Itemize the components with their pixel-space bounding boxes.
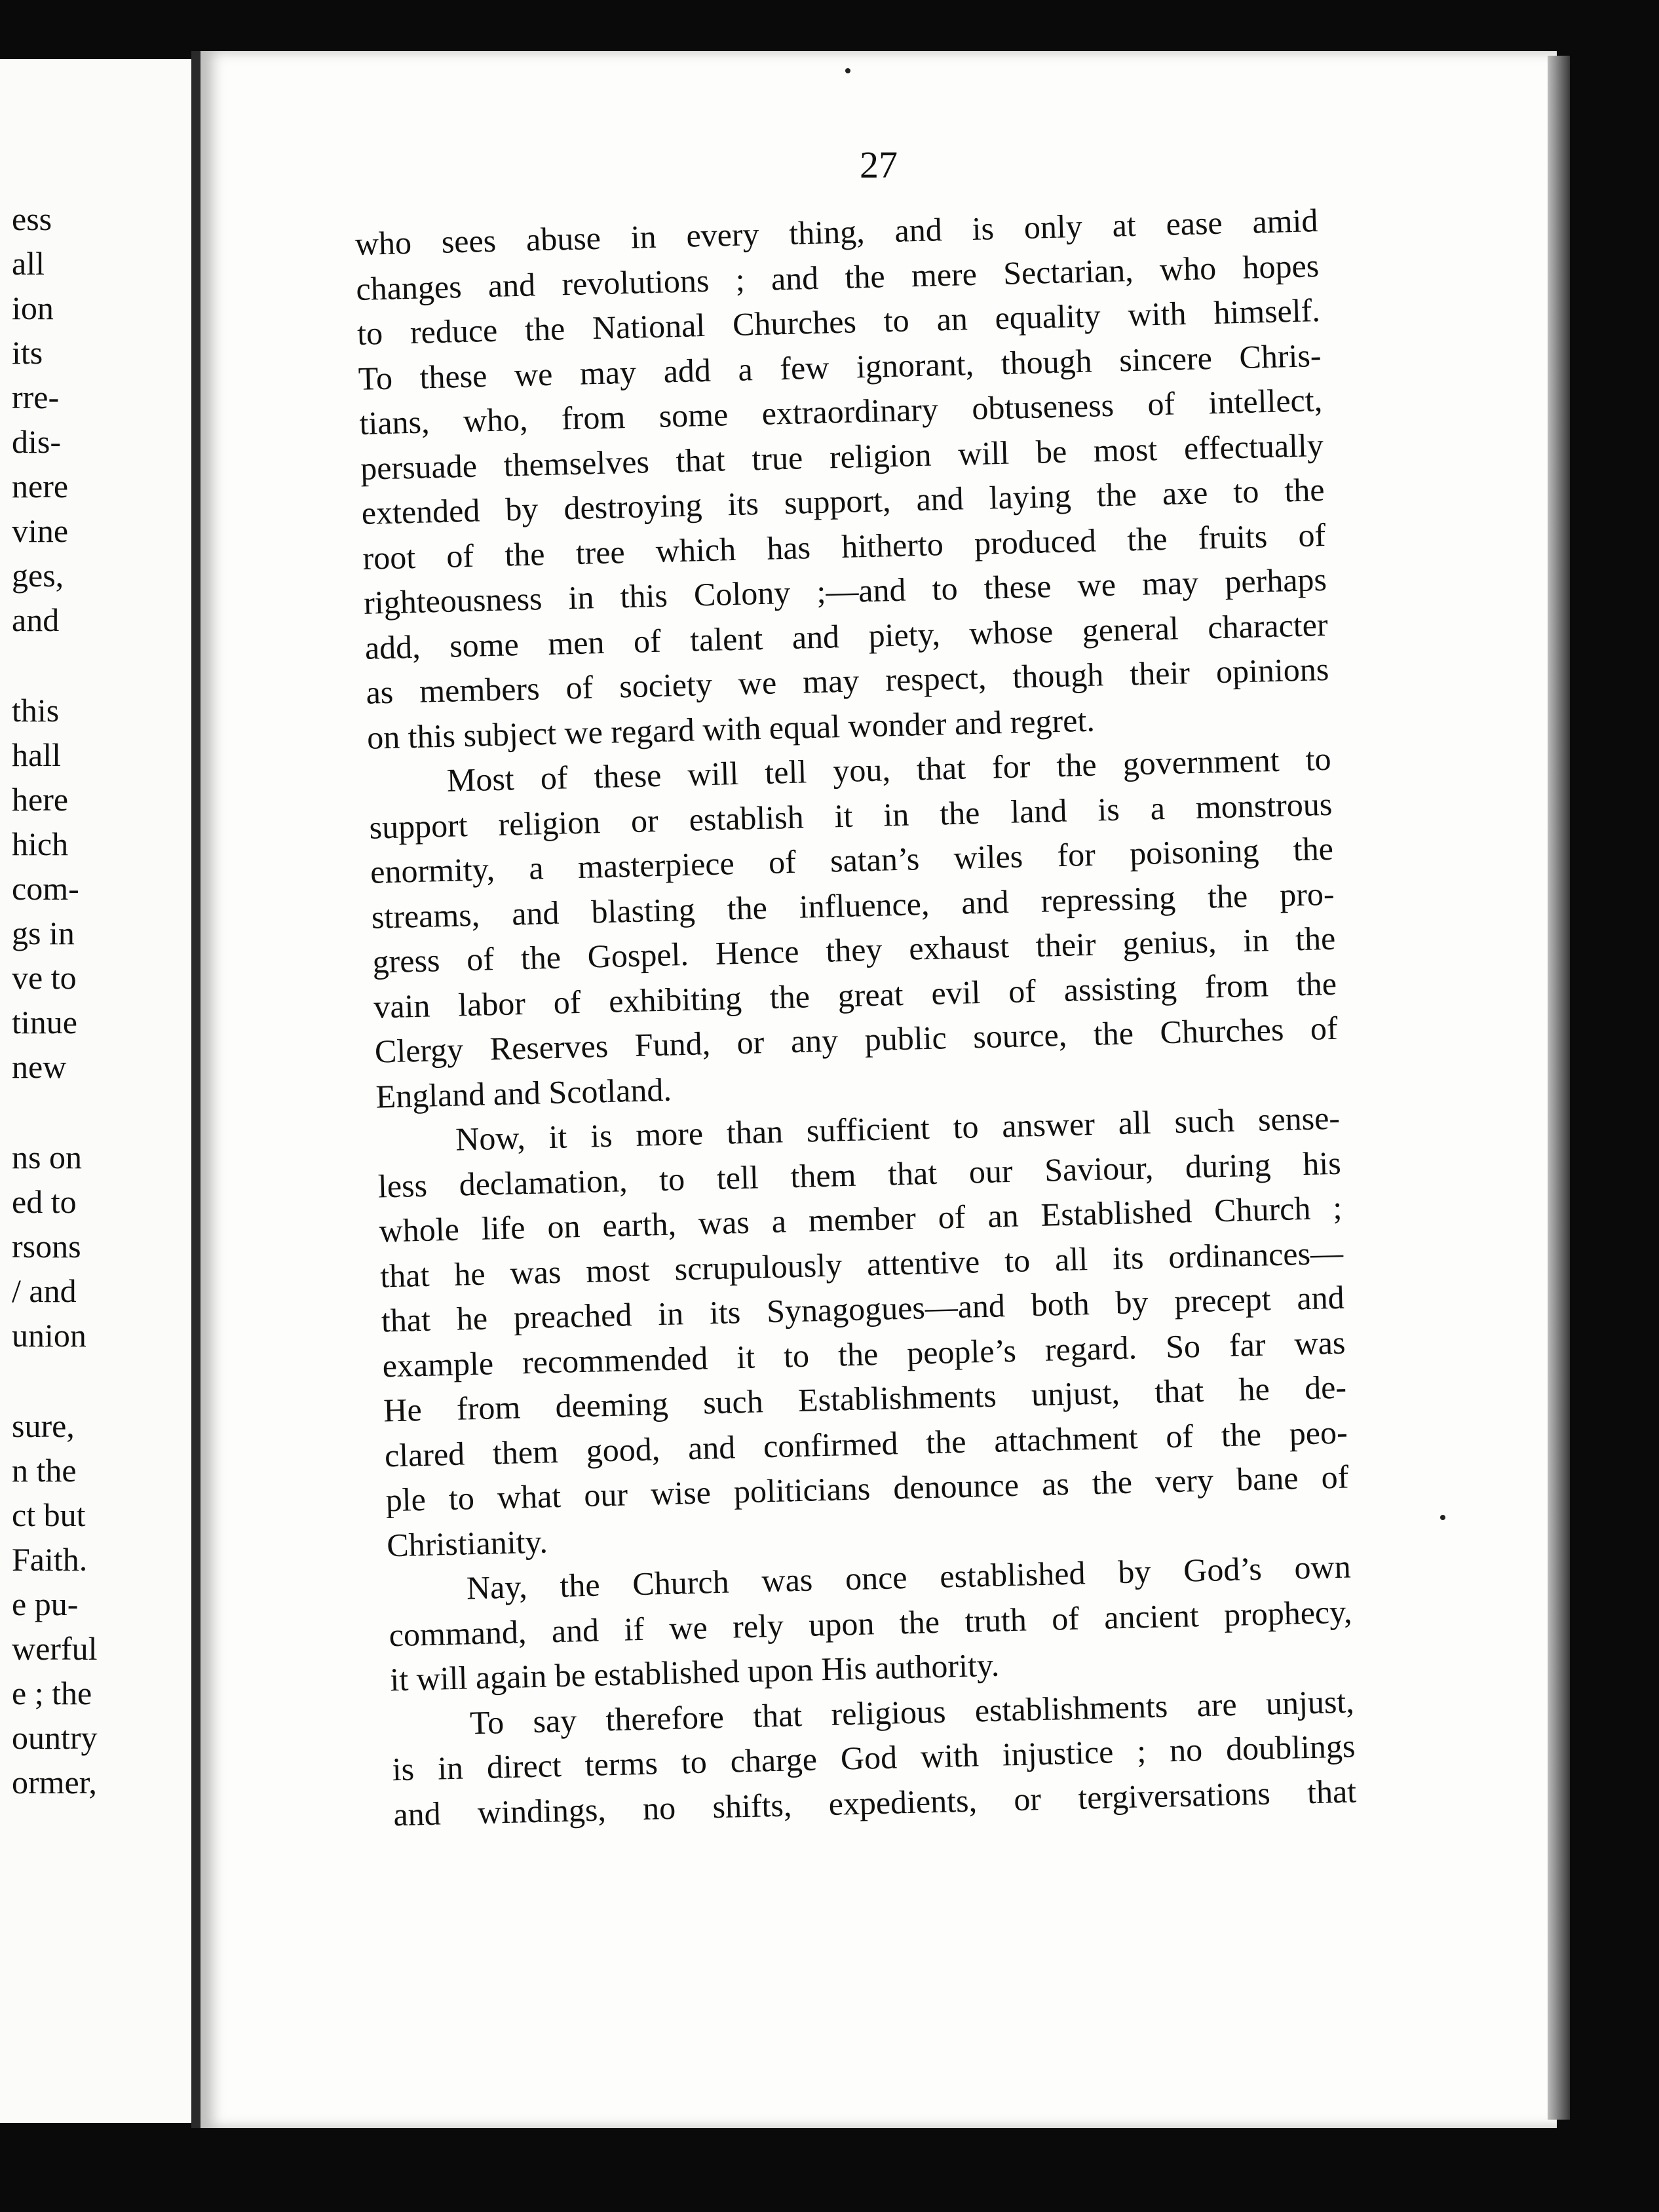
left-page-fragment: and [12,601,60,638]
left-page-fragment: ve to [12,959,77,996]
text-line: Now, it is more than sufficient to answer all such sense- [455,1099,1341,1158]
text-line: that he preached in its Synagogues—and both by precept and [381,1278,1345,1339]
left-page-fragment: rre- [12,379,60,415]
text-line: Clergy Reserves Fund, or any public source, the Churches of [374,1009,1339,1070]
text-line: changes and revolutions ; and the mere Sectarian, who hopes [355,246,1320,307]
left-page-fragment: ct but [12,1497,86,1533]
left-page-fragment: union [12,1317,86,1354]
left-page-fragment: ountry [12,1719,98,1756]
text-line: Nay, the Church was once established by God’s own [466,1548,1352,1607]
text-line: on this subject we regard with equal wonder and regret. [366,701,1096,756]
left-page-fragment: here [12,781,69,818]
body-text [354,198,1357,1837]
left-page-fragment: ns on [12,1139,82,1175]
left-page-fragment: nere [12,468,69,505]
text-line: tians, who, from some extraordinary obtuseness of intellect, [358,381,1323,442]
text-line: persuade themselves that true religion will be most effectually [360,426,1324,487]
text-line: and windings, no shifts, expedients, or tergiversations that [392,1772,1357,1833]
text-line: vain labor of exhibiting the great evil of assisting from the [373,964,1337,1025]
left-page-fragment: n the [12,1452,77,1489]
left-page-fragment: ges, [12,557,64,594]
left-page-fragment: tinue [12,1004,77,1040]
left-page-fragment: e ; the [12,1675,92,1711]
dust-speck [845,68,850,73]
text-line: support religion or establish it in the land is a monstrous [368,785,1333,846]
left-page-fragment: hall [12,736,61,773]
text-line: who sees abuse in every thing, and is only at ease amid [354,202,1319,262]
text-line: Christianity. [386,1522,548,1563]
left-page-fragment: sure, [12,1407,75,1444]
text-line: Most of these will tell you, that for the government to [446,740,1332,799]
text-line: root of the tree which has hitherto produced the fruits of [362,516,1326,577]
text-line: less declamation, to tell them that our Saviour, during his [377,1144,1342,1205]
right-page [191,51,1557,2128]
text-line: as members of society we may respect, though their opinions [365,650,1329,711]
left-page-fragment: ion [12,290,54,326]
left-page-fragment: ormer, [12,1764,97,1801]
left-page-fragment: rsons [12,1228,81,1265]
text-line: streams, and blasting the influence, and repressing the pro- [371,875,1335,936]
left-page-fragment: dis- [12,423,61,460]
text-line: ple to what our wise politicians denounce as the very bane of [385,1458,1349,1519]
text-line: extended by destroying its support, and laying the axe to the [361,470,1325,531]
page-number: 27 [860,143,898,186]
text-line: that he was most scrupulously attentive to all its ordinances— [379,1234,1344,1295]
text-line: it will again be established upon His authority. [389,1646,1000,1698]
left-page-fragment: its [12,334,43,371]
left-page-fragment: this [12,692,60,729]
text-line: to reduce the National Churches to an equality with himself. [356,292,1321,352]
left-page-fragment: new [12,1048,67,1085]
text-line: example recommended it to the people’s regard. So far was [381,1324,1346,1384]
text-line: To these we may add a few ignorant, though sincere Chris- [358,336,1322,397]
left-page-fragment: Faith. [12,1541,88,1578]
text-line: He from deeming such Establishments unjust, that he de- [383,1368,1347,1429]
left-page-fragment: ess [12,200,52,237]
left-page-fragment: hich [12,826,69,862]
text-line: is in direct terms to charge God with injustice ; no doublings [392,1727,1356,1788]
dust-speck [1440,1515,1445,1520]
left-page-fragment: / and [12,1272,77,1309]
text-line: clared them good, and confirmed the attachment of the peo- [384,1413,1348,1474]
left-page-fragment: ed to [12,1183,77,1220]
left-page-fragment: all [12,245,45,282]
text-line: add, some men of talent and piety, whose general character [364,605,1329,666]
text-line: England and Scotland. [375,1071,672,1115]
text-line: command, and if we rely upon the truth of ancient prophecy, [389,1592,1352,1653]
left-page-fragment: gs in [12,915,75,951]
text-line: enormity, a masterpiece of satan’s wiles for poisoning the [370,830,1334,890]
text-line: righteousness in this Colony ;—and to these we may perhaps [363,560,1327,621]
text-line: To say therefore that religious establishments are unjust, [469,1682,1355,1741]
text-line: gress of the Gospel. Hence they exhaust their genius, in the [372,919,1336,980]
left-page-fragment: com- [12,870,79,907]
left-page-fragment: e pu- [12,1586,79,1622]
text-line: whole life on earth, was a member of an Established Church ; [378,1189,1343,1249]
left-page-fragment: werful [12,1630,98,1667]
left-page-fragment: vine [12,512,69,549]
page-edge [1548,56,1570,2120]
